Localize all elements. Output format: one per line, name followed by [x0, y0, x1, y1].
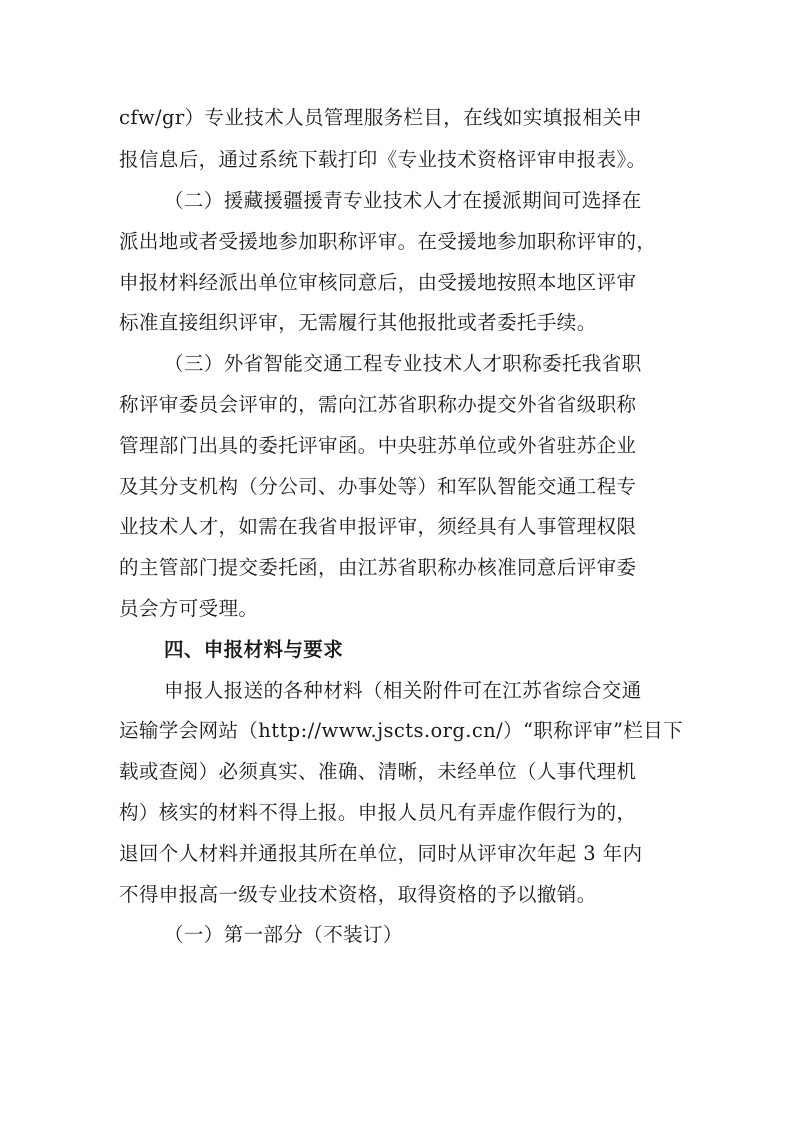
- text-line: 称评审委员会评审的，需向江苏省职称办提交外省省级职称: [119, 393, 637, 416]
- text-line: 及其分支机构（分公司、办事处等）和军队智能交通工程专: [119, 475, 637, 498]
- text-line: 报信息后，通过系统下载打印《专业技术资格评审申报表》。: [119, 148, 647, 171]
- text-line: 标准直接组织评审，无需履行其他报批或者委托手续。: [119, 311, 597, 334]
- paragraph-4-first-line: 申报人报送的各种材料（相关附件可在江苏省综合交通: [164, 679, 642, 702]
- text-line: 退回个人材料并通报其所在单位，同时从评审次年起 3 年内: [119, 842, 643, 865]
- text-line: 运输学会网站（http://www.jscts.org.cn/）“职称评审”栏目下: [119, 719, 684, 742]
- text-line: 业技术人才，如需在我省申报评审，须经具有人事管理权限: [119, 515, 637, 538]
- text-line: 员会方可受理。: [119, 597, 259, 620]
- text-line: 申报材料经派出单位审核同意后，由受援地按照本地区评审: [119, 271, 637, 294]
- paragraph-2-first-line: （二）援藏援疆援青专业技术人才在援派期间可选择在: [164, 189, 642, 212]
- text-line: 载或查阅）必须真实、准确、清晰，未经单位（人事代理机: [119, 760, 637, 783]
- text-line: 管理部门出具的委托评审函。中央驻苏单位或外省驻苏企业: [119, 434, 637, 457]
- text-line: 构）核实的材料不得上报。申报人员凡有弄虚作假行为的，: [119, 801, 637, 824]
- text-line: 派出地或者受援地参加职称评审。在受援地参加职称评审的，: [119, 230, 657, 253]
- subsection-heading: （一）第一部分（不装订）: [164, 923, 403, 946]
- section-heading: 四、申报材料与要求: [164, 638, 344, 661]
- paragraph-3-first-line: （三）外省智能交通工程专业技术人才职称委托我省职: [164, 352, 642, 375]
- text-line: cfw/gr）专业技术人员管理服务栏目，在线如实填报相关申: [119, 106, 643, 129]
- text-line: 的主管部门提交委托函，由江苏省职称办核准同意后评审委: [119, 556, 637, 579]
- text-line: 不得申报高一级专业技术资格，取得资格的予以撤销。: [119, 883, 597, 906]
